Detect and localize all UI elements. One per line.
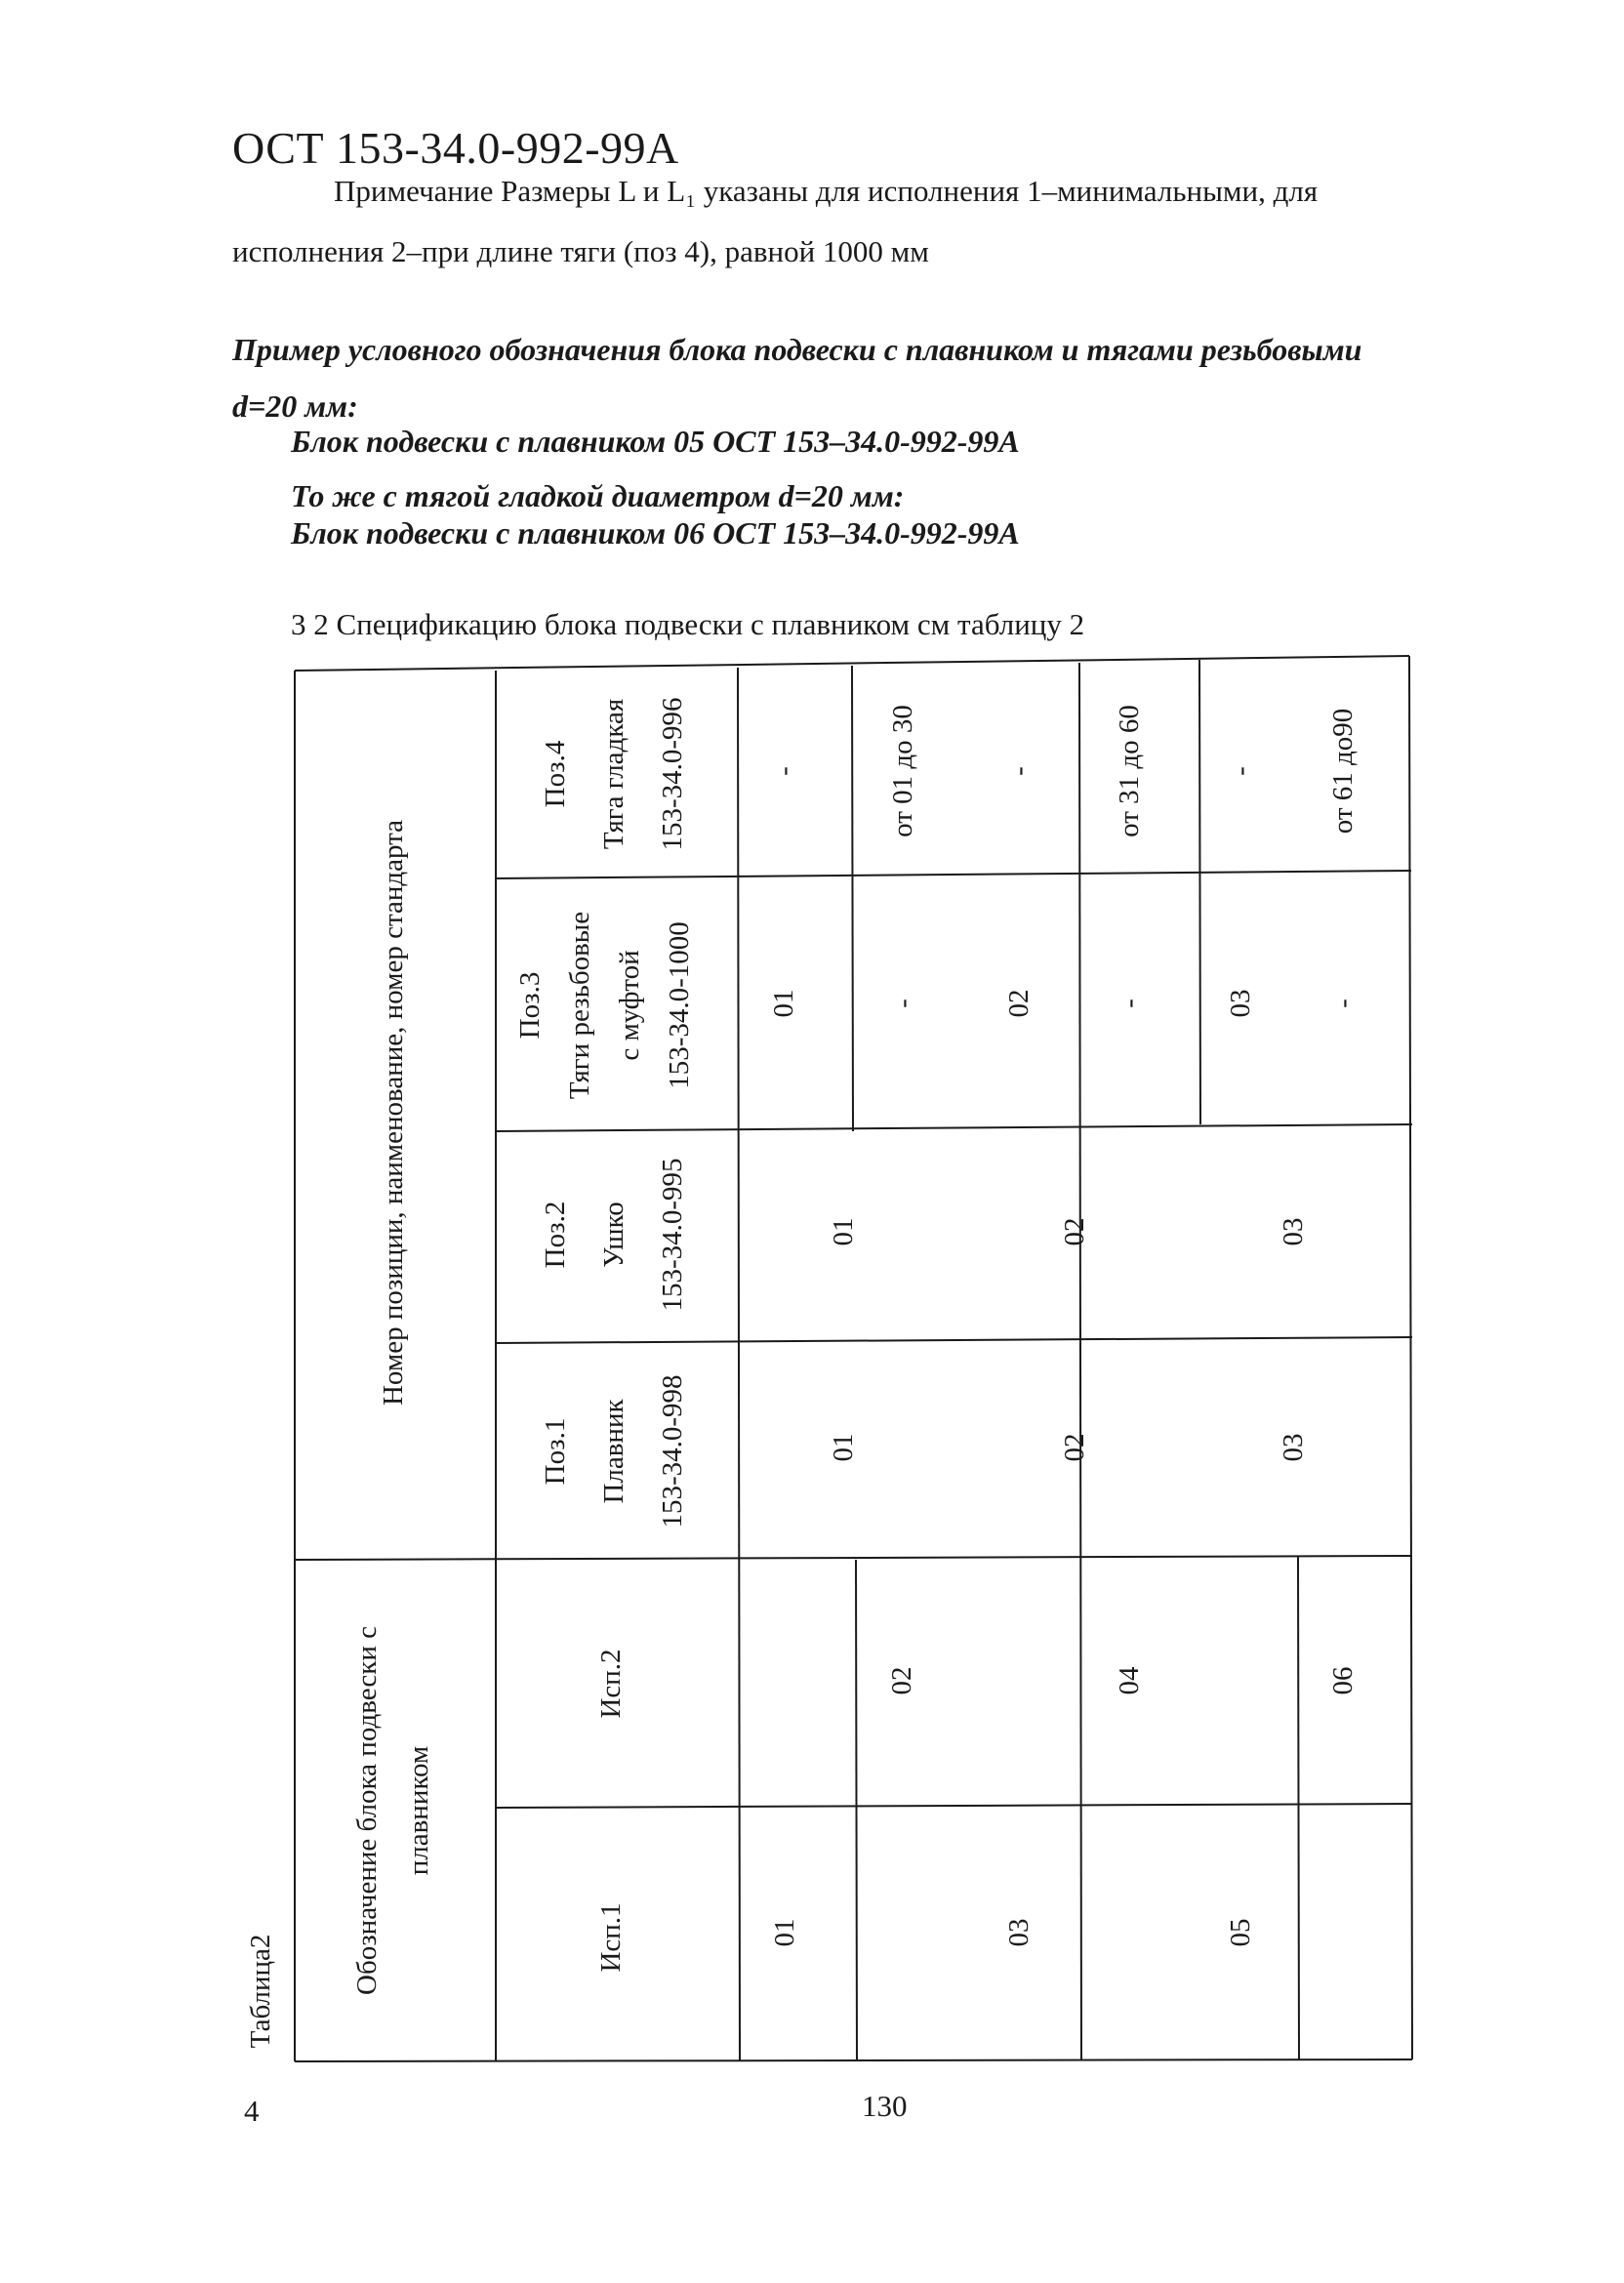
isp2-header: Исп.2 xyxy=(595,1649,627,1719)
pos4-value-2: от 01 до 30 xyxy=(887,705,918,837)
row-divider-pos2 xyxy=(496,1124,1412,1131)
pos4-header-l3: 153-34.0-996 xyxy=(657,697,688,851)
pos3-value-5: 03 xyxy=(1225,989,1256,1018)
pos1-value-1: 01 xyxy=(828,1433,859,1462)
col-divider-sub-2b xyxy=(1298,1556,1299,2059)
example-line-3: Блок подвески с плавником 06 ОСТ 153–34.0-992-99А xyxy=(291,515,1020,550)
isp1-value-3: 05 xyxy=(1225,1918,1256,1947)
col-divider-sub-1b xyxy=(856,1560,857,2060)
isp1-value-1: 01 xyxy=(769,1918,800,1947)
document-code: ОСТ 153-34.0-992-99А xyxy=(232,123,679,173)
pos2-value-2: 02 xyxy=(1059,1217,1090,1246)
pos3-header-l3: с муфтой xyxy=(614,950,645,1061)
pos1-header-l3: 153-34.0-998 xyxy=(657,1374,688,1529)
pos3-header-l4: 153-34.0-1000 xyxy=(664,921,695,1089)
page-number-left: 4 xyxy=(244,2094,260,2128)
pos1-value-3: 03 xyxy=(1278,1433,1309,1462)
spec-reference: 3 2 Спецификацию блока подвески с плавником см таблицу 2 xyxy=(291,607,1085,641)
pos4-value-1: - xyxy=(768,766,799,776)
pos3-value-1: 01 xyxy=(768,989,799,1018)
pos2-header-l1: Поз.2 xyxy=(540,1201,571,1269)
example-line-2: То же с тягой гладкой диаметром d=20 мм: xyxy=(291,478,905,513)
pos4-value-3: - xyxy=(1003,766,1035,776)
pos3-value-6: - xyxy=(1327,999,1359,1008)
pos3-value-2: - xyxy=(887,999,918,1008)
pos3-header-l2: Тяги резьбовые xyxy=(564,911,595,1100)
pos4-value-6: от 61 до90 xyxy=(1327,708,1359,835)
table-caption: Таблица2 xyxy=(245,1934,276,2049)
col-divider-group-2 xyxy=(1079,663,1081,2060)
pos4-value-5: - xyxy=(1225,766,1256,776)
pos1-header-l2: Плавник xyxy=(598,1399,629,1504)
pos2-value-1: 01 xyxy=(828,1217,859,1246)
designation-header-l1: Обозначение блока подвески с xyxy=(351,1626,383,1995)
pos3-value-4: - xyxy=(1114,999,1145,1008)
isp1-value-2: 03 xyxy=(1003,1918,1035,1947)
example-line-1: Блок подвески с плавником 05 ОСТ 153–34.0-992-99А xyxy=(291,424,1020,459)
col-divider-sub-2a xyxy=(1199,660,1200,1124)
pos1-value-2: 02 xyxy=(1059,1433,1090,1462)
note-line-1: Примечание Размеры L и L₁ указаны для исполнения 1–минимальными, для xyxy=(334,174,1319,208)
pos1-header-l1: Поз.1 xyxy=(540,1417,571,1486)
isp2-value-1: 02 xyxy=(886,1666,917,1695)
pos4-header-l1: Поз.4 xyxy=(540,740,571,808)
row-divider-isp xyxy=(496,1804,1412,1808)
pos3-value-3: 02 xyxy=(1003,989,1035,1018)
col-divider-sub-1a xyxy=(852,666,853,1131)
designation-header-l2: плавником xyxy=(403,1745,434,1876)
table-border-bottom xyxy=(295,2059,1412,2061)
table-border-right xyxy=(1409,656,1412,2059)
isp1-header: Исп.1 xyxy=(595,1902,627,1973)
position-header: Номер позиции, наименование, номер стандарта xyxy=(378,819,409,1406)
pos2-header-l2: Ушко xyxy=(598,1202,629,1268)
page-number-center: 130 xyxy=(862,2089,908,2123)
row-divider-pos3 xyxy=(496,871,1411,878)
note-line-2: исполнения 2–при длине тяги (поз 4), равной 1000 мм xyxy=(232,234,929,268)
pos3-header-l1: Поз.3 xyxy=(514,971,546,1040)
example-title-line-1: Пример условного обозначения блока подвески с плавником и тягами резьбовыми xyxy=(232,332,1362,367)
pos2-value-3: 03 xyxy=(1278,1217,1309,1246)
row-divider-pos1 xyxy=(496,1337,1412,1343)
pos2-header-l3: 153-34.0-995 xyxy=(657,1158,688,1312)
isp2-value-3: 06 xyxy=(1327,1666,1359,1695)
isp2-value-2: 04 xyxy=(1114,1666,1145,1695)
row-divider-header xyxy=(295,1556,1412,1560)
example-title-line-2: d=20 мм: xyxy=(232,388,358,424)
pos4-header-l2: Тяга гладкая xyxy=(598,698,629,850)
pos4-value-4: от 31 до 60 xyxy=(1114,705,1145,837)
